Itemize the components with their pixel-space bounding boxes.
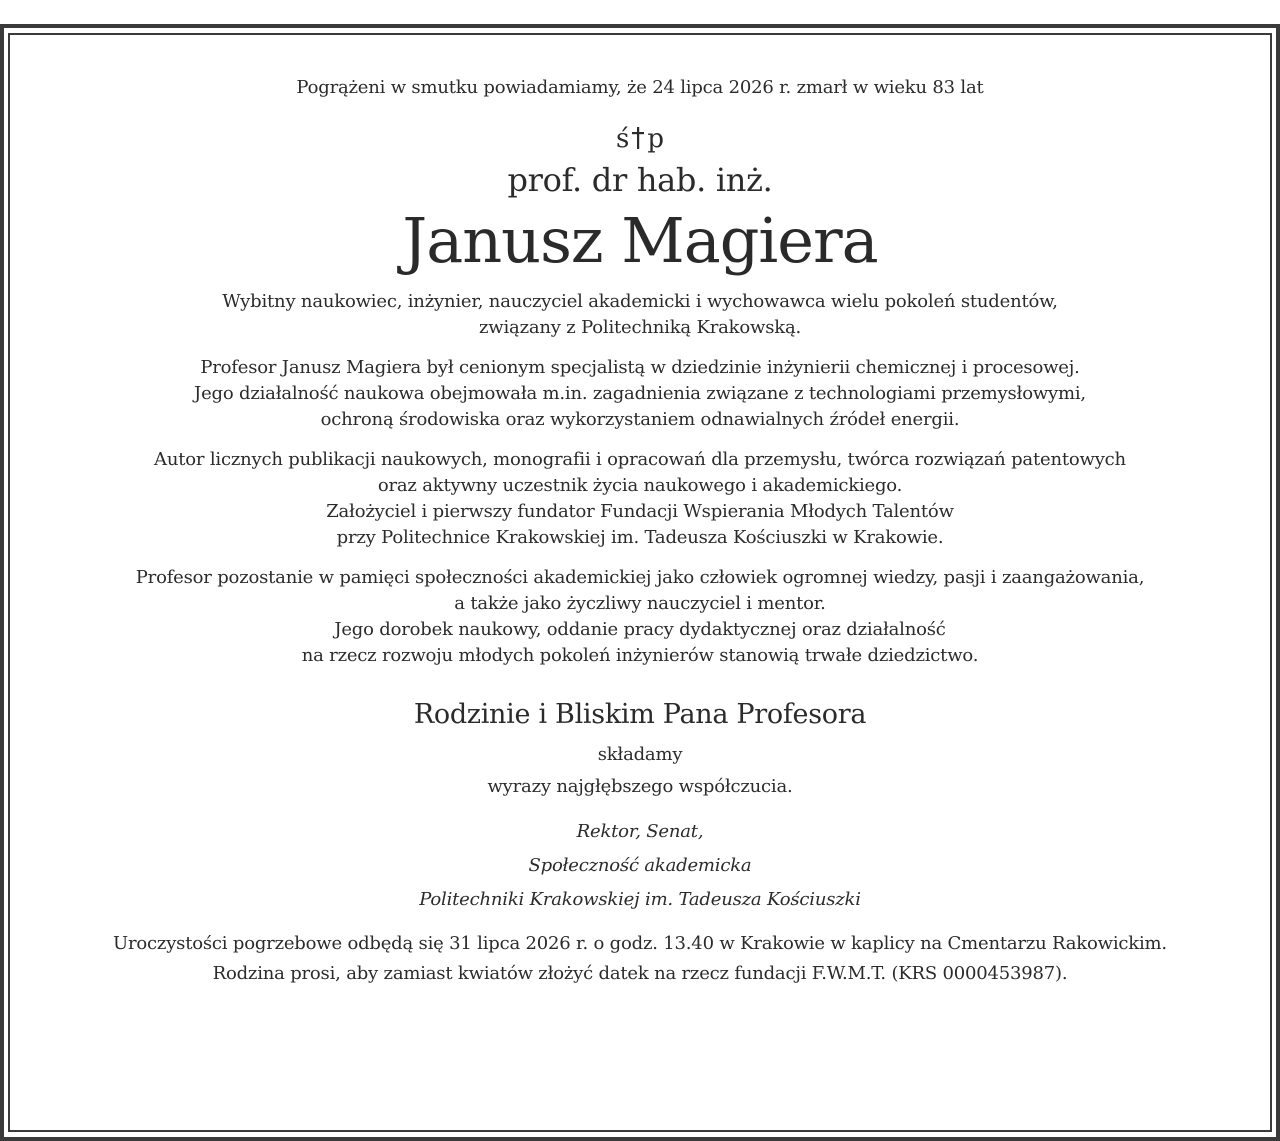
condolence-text	[10, 739, 1270, 803]
paragraph-line: Wybitny naukowiec, inżynier, nauczyciel akademicki i wychowawca wielu pokoleń studentów,	[222, 291, 1058, 312]
paragraph-line: Autor licznych publikacji naukowych, monografii i opracowań dla przemysłu, twórca rozwiązań patentowych	[154, 449, 1126, 470]
paragraph-line: a także jako życzliwy nauczyciel i mentor.	[454, 593, 826, 614]
signatory-line: Politechniki Krakowskiej im. Tadeusza Kościuszki	[419, 889, 861, 910]
funeral-info	[10, 929, 1270, 989]
funeral-line: Uroczystości pogrzebowe odbędą się 31 lipca 2026 r. o godz. 13.40 w Krakowie w kaplicy na Cmentarzu Rakowickim.	[113, 933, 1167, 954]
stp-suffix: p	[647, 124, 664, 154]
stp-mark	[10, 121, 1270, 157]
paragraph-line: Jego działalność naukowa obejmowała m.in. zagadnienia związane z technologiami przemysłowymi,	[194, 383, 1086, 404]
paragraph-1	[10, 289, 1270, 341]
signatories	[10, 815, 1270, 917]
deceased-name: Janusz Magiera	[402, 204, 878, 277]
paragraph-line: Profesor pozostanie w pamięci społeczności akademickiej jako człowiek ogromnej wiedzy, pasji i zaangażowania,	[135, 567, 1145, 588]
paragraph-line: związany z Politechniką Krakowską.	[478, 317, 802, 338]
signatory-line: Rektor, Senat,	[576, 821, 704, 842]
stp-prefix: ś	[616, 124, 630, 154]
paragraph-line: na rzecz rozwoju młodych pokoleń inżynierów stanowią trwałe dziedzictwo.	[301, 645, 979, 666]
paragraph-line: Założyciel i pierwszy fundator Fundacji Wspierania Młodych Talentów	[326, 501, 954, 522]
paragraph-2	[10, 355, 1270, 433]
paragraph-line: przy Politechnice Krakowskiej im. Tadeusza Kościuszki w Krakowie.	[336, 527, 944, 548]
paragraph-4	[10, 565, 1270, 669]
obituary-notice	[10, 35, 1270, 989]
signatory-line: Społeczność akademicka	[528, 855, 752, 876]
funeral-line: Rodzina prosi, aby zamiast kwiatów złożyć datek na rzecz fundacji F.W.M.T. (KRS 0000453987).	[212, 963, 1068, 984]
condolence-line: składamy	[597, 744, 683, 765]
cross-icon	[631, 123, 645, 145]
paragraph-line: oraz aktywny uczestnik życia naukowego i akademickiego.	[377, 475, 903, 496]
family-heading: Rodzinie i Bliskim Pana Profesora	[413, 699, 867, 730]
condolence-line: wyrazy najgłębszego współczucia.	[487, 776, 793, 797]
paragraph-3	[10, 447, 1270, 551]
intro-text: Pogrążeni w smutku powiadamiamy, że 24 lipca 2026 r. zmarł w wieku 83 lat	[296, 77, 984, 98]
paragraph-line: ochroną środowiska oraz wykorzystaniem odnawialnych źródeł energii.	[320, 409, 960, 430]
academic-title: prof. dr hab. inż.	[507, 161, 773, 199]
paragraph-line: Profesor Janusz Magiera był cenionym specjalistą w dziedzinie inżynierii chemicznej i procesowej.	[200, 357, 1080, 378]
paragraph-line: Jego dorobek naukowy, oddanie pracy dydaktycznej oraz działalność	[334, 619, 946, 640]
